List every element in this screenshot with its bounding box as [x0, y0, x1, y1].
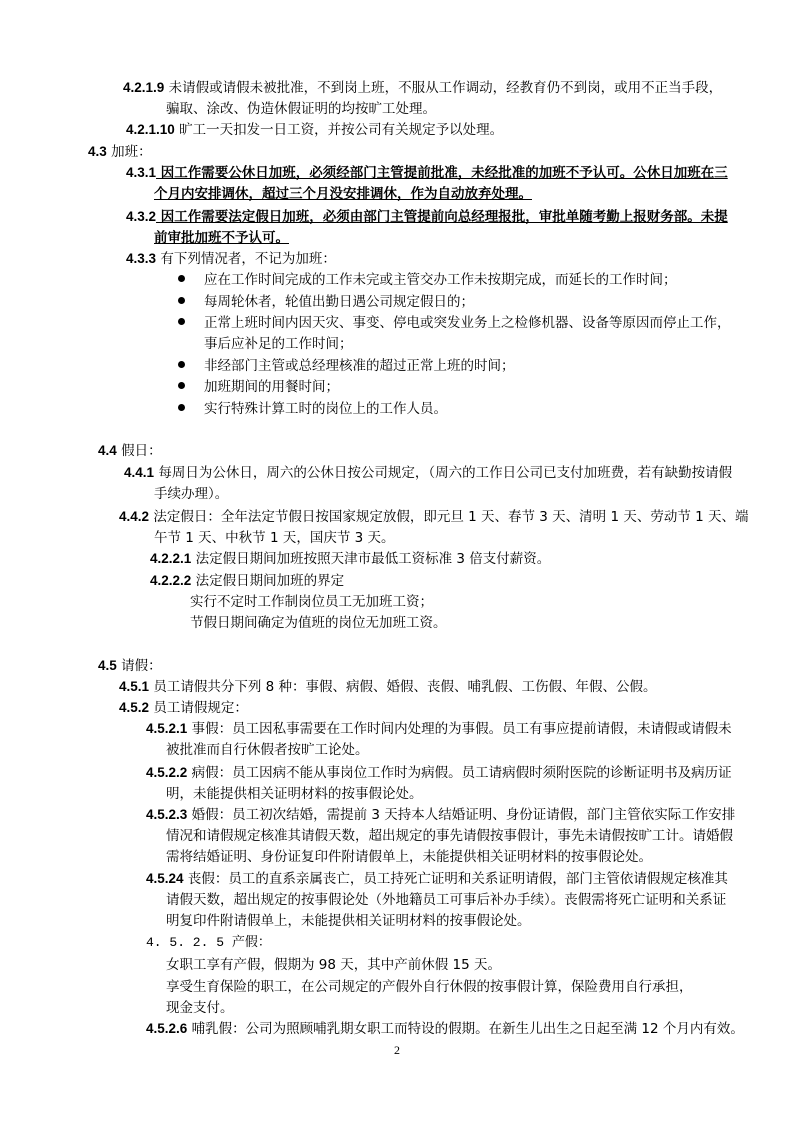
clause-number: 4.5.2.3 [146, 807, 188, 822]
clause-4-4-2-cont: 午节 1 天、中秋节 1 天，国庆节 3 天。 [154, 530, 395, 546]
clause-4-5-2-5-item-2: 享受生育保险的职工，在公司规定的产假外自行休假的按事假计算，保险费用自行承担， [166, 979, 693, 995]
bullet-dot [178, 318, 185, 325]
clause-text: 病假：员工因病不能从事岗位工作时为病假。员工请病假时须附医院的诊断证明书及病历证 [187, 765, 732, 781]
bullet-item-2: 每周轮休者，轮值出勤日遇公司规定假日的； [204, 294, 474, 310]
clause-4-5-2-1-cont: 被批准而自行休假者按旷工论处。 [166, 742, 369, 758]
clause-number: 4.4.1 [124, 465, 155, 480]
clause-4-5-2-5-heading: 4. 5. 2. 5 产假： [146, 935, 271, 950]
clause-4-5-2-2-cont: 明，未能提供相关证明材料的按事假论处。 [166, 786, 423, 802]
clause-number: 4.5.2.1 [146, 721, 188, 736]
clause-4-5-1 [119, 677, 794, 697]
section-title: 请假： [116, 658, 162, 674]
section-4-5-heading [98, 656, 794, 676]
clause-4-2-2-2-item-1: 实行不定时工作制岗位员工无加班工资； [190, 594, 433, 610]
clause-4-5-2-4 [146, 869, 794, 889]
page-number: 2 [394, 1043, 400, 1057]
clause-text: 法定假日：全年法定节假日按国家规定放假，即元旦 1 天、春节 3 天、清明 1 天、劳动节 1 天、端 [149, 509, 749, 525]
section-number: 4.4 [98, 443, 117, 458]
clause-text: 员工请假规定： [149, 700, 248, 716]
clause-4-5-2-4-cont-1: 请假天数，超出规定的按事假论处（外地籍员工可事后补办手续）。丧假需将死亡证明和关系证 [166, 892, 727, 908]
clause-text: 未请假或请假未被批准，不到岗上班，不服从工作调动，经教育仍不到岗，或用不正当手段， [164, 80, 723, 96]
bullet-dot [178, 275, 185, 282]
clause-text: 法定假日期间加班按照天津市最低工资标准 3 倍支付薪资。 [191, 551, 551, 567]
clause-4-5-2-2 [146, 763, 794, 783]
clause-4-2-1-9-cont: 骗取、涂改、伪造休假证明的均按旷工处理。 [166, 101, 436, 117]
clause-4-4-2 [119, 507, 794, 527]
clause-text: 哺乳假：公司为照顾哺乳期女职工而特设的假期。在新生儿出生之日起至满 12 个月内有效。 [187, 1021, 744, 1037]
section-number: 4.3 [88, 144, 107, 159]
clause-4-5-2-5-item-1: 女职工享有产假，假期为 98 天，其中产前休假 15 天。 [166, 957, 502, 973]
clause-number: 4.2.2.1 [150, 551, 192, 566]
clause-text: 员工请假共分下列 8 种：事假、病假、婚假、丧假、哺乳假、工伤假、年假、公假。 [149, 679, 657, 695]
clause-number: 4.3.3 [126, 251, 157, 266]
clause-4-3-3 [126, 249, 794, 269]
clause-text: 丧假：员工的直系亲属丧亡，员工持死亡证明和关系证明请假，部门主管依请假规定核准其 [183, 871, 728, 887]
bullet-dot [178, 361, 185, 368]
clause-4-2-2-2 [150, 571, 794, 591]
bullet-dot [178, 297, 185, 304]
clause-number: 4.5.1 [119, 679, 150, 694]
clause-4-2-1-10 [126, 120, 794, 140]
clause-number: 4.2.1.10 [126, 122, 175, 137]
section-title: 加班： [106, 144, 152, 160]
section-number: 4.5 [98, 658, 117, 673]
clause-text: 旷工一天扣发一日工资，并按公司有关规定予以处理。 [174, 122, 504, 138]
clause-number: 4.2.2.2 [150, 573, 192, 588]
clause-4-3-2-cont: 前审批加班不予认可。 [154, 230, 289, 246]
clause-text: 法定假日期间加班的界定 [191, 573, 345, 589]
section-4-3-heading [88, 142, 794, 162]
clause-text: 婚假：员工初次结婚，需提前 3 天持本人结婚证明、身份证请假，部门主管依实际工作安排 [187, 807, 736, 823]
bullet-item-1: 应在工作时间完成的工作未完或主管交办工作未按期完成，而延长的工作时间； [204, 272, 677, 288]
bullet-item-3: 正常上班时间内因天灾、事变、停电或突发业务上之检修机器、设备等原因而停止工作， [204, 315, 731, 331]
clause-4-2-2-1 [150, 549, 794, 569]
clause-text: 因工作需要公休日加班，必须经部门主管提前批准，未经批准的加班不予认可。公休日加班在三 [156, 165, 728, 181]
clause-4-4-1-cont: 手续办理）。 [154, 486, 229, 502]
clause-4-4-1 [124, 463, 794, 483]
clause-4-3-1 [126, 163, 794, 183]
bullet-item-4: 非经部门主管或总经理核准的超过正常上班的时间； [204, 358, 515, 374]
clause-text: 事假：员工因私事需要在工作时间内处理的为事假。员工有事应提前请假，未请假或请假未 [187, 721, 732, 737]
bullet-item-5: 加班期间的用餐时间； [204, 379, 339, 395]
clause-4-5-2-3-cont-1: 情况和请假规定核准其请假天数，超出规定的事先请假按事假计，事先未请假按旷工计。请婚假 [166, 828, 733, 844]
clause-number: 4.5.2 [119, 700, 150, 715]
clause-text: 每周日为公休日，周六的公休日按公司规定，（周六的工作日公司已支付加班费，若有缺勤按请假 [154, 465, 733, 481]
bullet-dot [178, 382, 185, 389]
clause-4-5-2 [119, 698, 794, 718]
bullet-dot [178, 404, 185, 411]
clause-4-3-1-cont: 个月内安排调休，超过三个月没安排调休，作为自动放弃处理。 [154, 186, 532, 202]
clause-text: 有下列情况者，不记为加班： [156, 251, 336, 267]
clause-number: 4.5.2.2 [146, 765, 188, 780]
section-title: 假日： [116, 443, 162, 459]
clause-text: 因工作需要法定假日加班，必须由部门主管提前向总经理报批，审批单随考勤上报财务部。未提 [156, 209, 728, 225]
clause-number: 4.4.2 [119, 509, 150, 524]
section-4-4-heading [98, 441, 794, 461]
clause-number: 4.5.2.6 [146, 1021, 188, 1036]
bullet-item-3-cont: 事后应补足的工作时间； [204, 336, 353, 352]
clause-4-5-2-1 [146, 719, 794, 739]
clause-4-5-2-3-cont-2: 需将结婚证明、身份证复印件附请假单上，未能提供相关证明材料的按事假论处。 [166, 849, 652, 865]
clause-4-5-2-3 [146, 805, 794, 825]
clause-4-5-2-4-cont-2: 明复印件附请假单上，未能提供相关证明材料的按事假论处。 [166, 913, 531, 929]
clause-4-2-2-2-item-2: 节假日期间确定为值班的岗位无加班工资。 [190, 615, 447, 631]
clause-number: 4.3.1 [126, 165, 157, 180]
clause-4-5-2-5-item-3: 现金支付。 [166, 1000, 234, 1016]
clause-number: 4.5.24 [146, 871, 184, 886]
clause-4-5-2-6 [146, 1019, 794, 1039]
clause-4-2-1-9 [123, 78, 794, 98]
clause-4-3-2 [126, 207, 794, 227]
clause-number: 4.2.1.9 [123, 80, 165, 95]
clause-number: 4.3.2 [126, 209, 157, 224]
bullet-item-6: 实行特殊计算工时的岗位上的工作人员。 [204, 401, 447, 417]
